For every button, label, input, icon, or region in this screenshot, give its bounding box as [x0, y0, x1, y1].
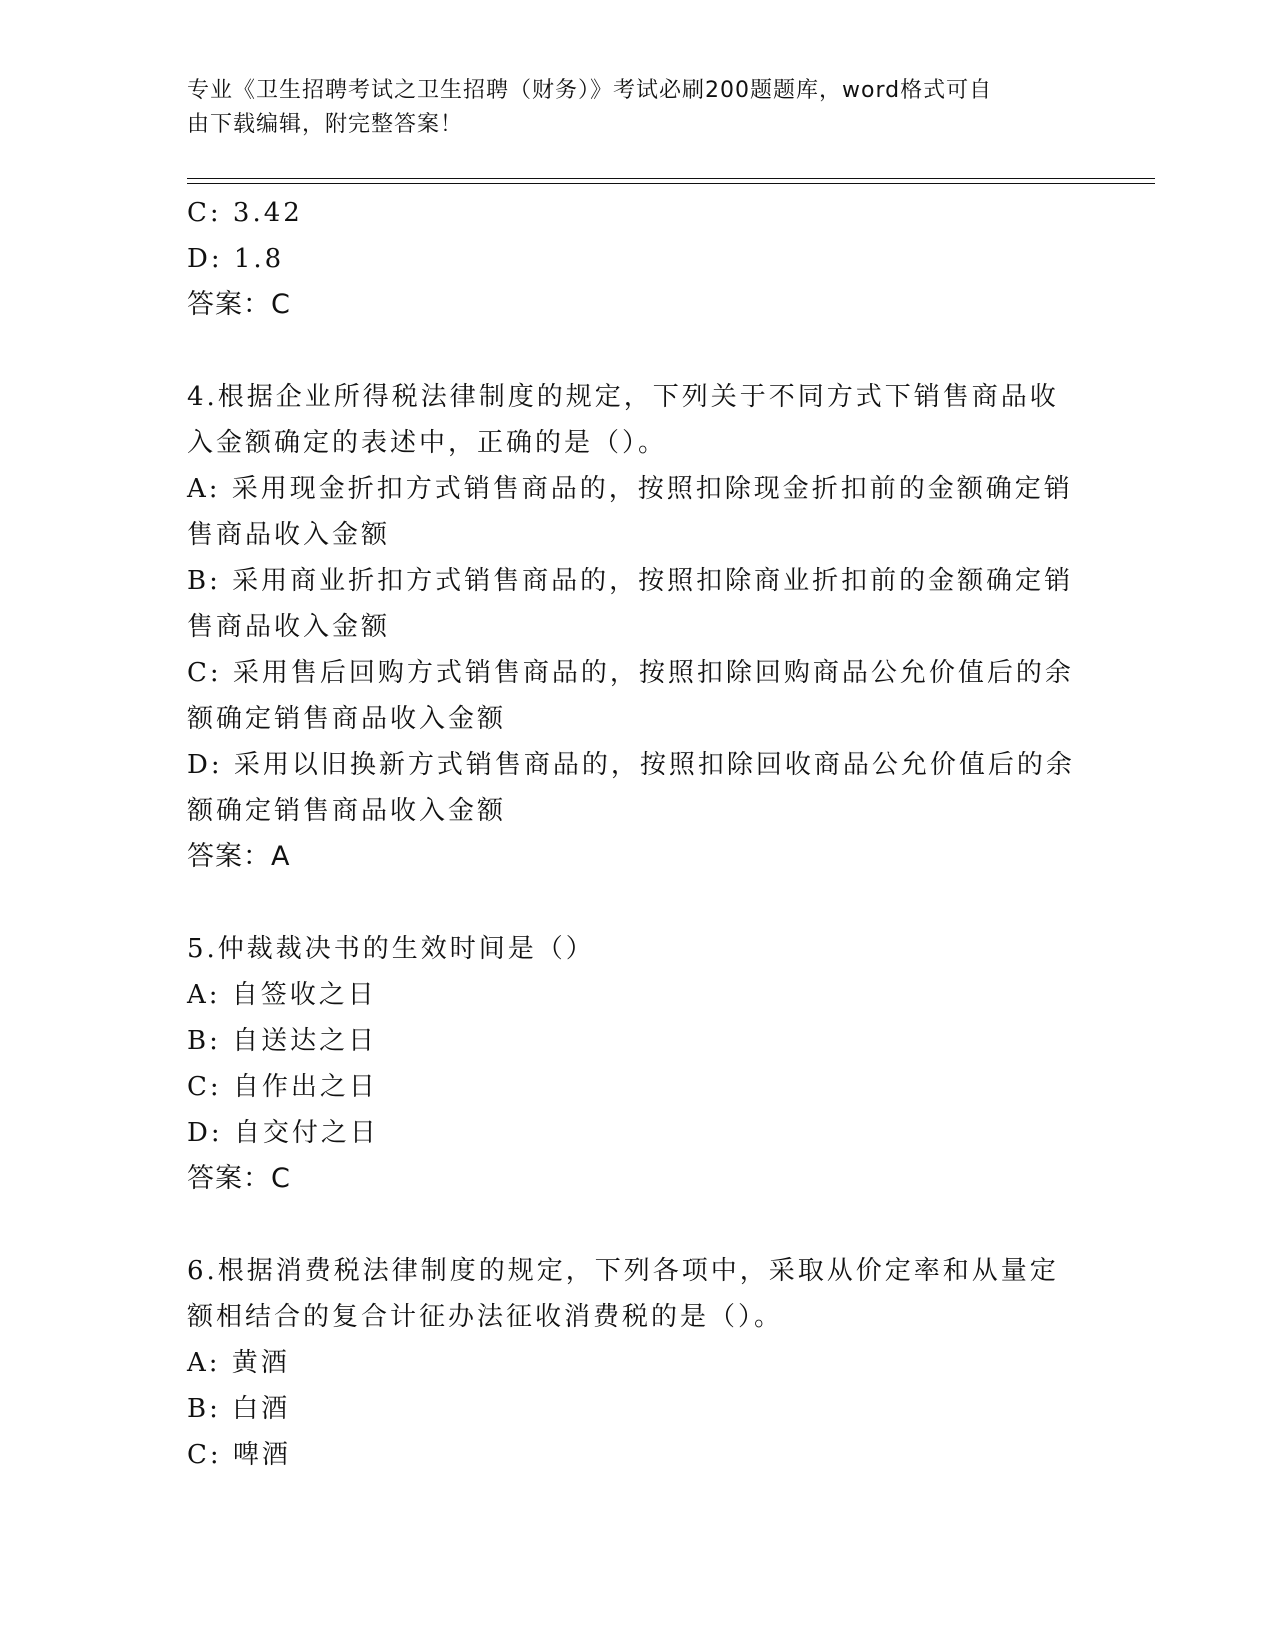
q5-answer: 答案：C [187, 1163, 291, 1194]
question-4 [187, 374, 1087, 880]
q5-option-b: B: 自送达之日 [187, 1026, 378, 1056]
q4-stem-line-2: 入金额确定的表述中，正确的是（）。 [187, 428, 668, 458]
q6-stem-line-1: 6.根据消费税法律制度的规定，下列各项中，采取从价定率和从量定 [187, 1256, 1059, 1286]
q6-option-b: B: 白酒 [187, 1394, 291, 1424]
q4-option-d-line-2: 额确定销售商品收入金额 [187, 796, 507, 826]
q5-option-d: D: 自交付之日 [187, 1118, 379, 1148]
header-title-line-1: 专业《卫生招聘考试之卫生招聘（财务）》考试必刷200题题库，word格式可自 [187, 78, 993, 103]
spacer [187, 1202, 1087, 1248]
q5-option-a: A: 自签收之日 [187, 980, 377, 1010]
question-6 [187, 1248, 1087, 1478]
q4-answer: 答案：A [187, 841, 291, 872]
question-content [187, 190, 1087, 1478]
spacer [187, 880, 1087, 926]
question-3-tail [187, 190, 1087, 328]
q4-option-b-line-1: B: 采用商业折扣方式销售商品的，按照扣除商业折扣前的金额确定销 [187, 566, 1074, 596]
q3-option-d: D: 1.8 [187, 244, 285, 274]
header-divider-top [187, 178, 1155, 179]
q3-answer: 答案：C [187, 289, 291, 320]
header-title-line-2: 由下载编辑，附完整答案！ [187, 112, 464, 137]
question-5 [187, 926, 1087, 1202]
q6-stem-line-2: 额相结合的复合计征办法征收消费税的是（）。 [187, 1302, 784, 1332]
header-divider-bottom [187, 183, 1155, 184]
q4-option-d-line-1: D: 采用以旧换新方式销售商品的，按照扣除回收商品公允价值后的余 [187, 750, 1075, 780]
q5-stem: 5.仲裁裁决书的生效时间是（） [187, 934, 595, 964]
q3-option-c: C: 3.42 [187, 198, 303, 228]
q4-option-c-line-2: 额确定销售商品收入金额 [187, 704, 507, 734]
q6-option-c: C: 啤酒 [187, 1440, 291, 1470]
spacer [187, 328, 1087, 374]
q6-option-a: A: 黄酒 [187, 1348, 290, 1378]
q5-option-c: C: 自作出之日 [187, 1072, 378, 1102]
q4-option-a-line-2: 售商品收入金额 [187, 520, 391, 550]
q4-option-b-line-2: 售商品收入金额 [187, 612, 391, 642]
q4-option-c-line-1: C: 采用售后回购方式销售商品的，按照扣除回购商品公允价值后的余 [187, 658, 1074, 688]
q4-option-a-line-1: A: 采用现金折扣方式销售商品的，按照扣除现金折扣前的金额确定销 [187, 474, 1073, 504]
q4-stem-line-1: 4.根据企业所得税法律制度的规定，下列关于不同方式下销售商品收 [187, 382, 1059, 412]
document-header [187, 74, 1067, 142]
